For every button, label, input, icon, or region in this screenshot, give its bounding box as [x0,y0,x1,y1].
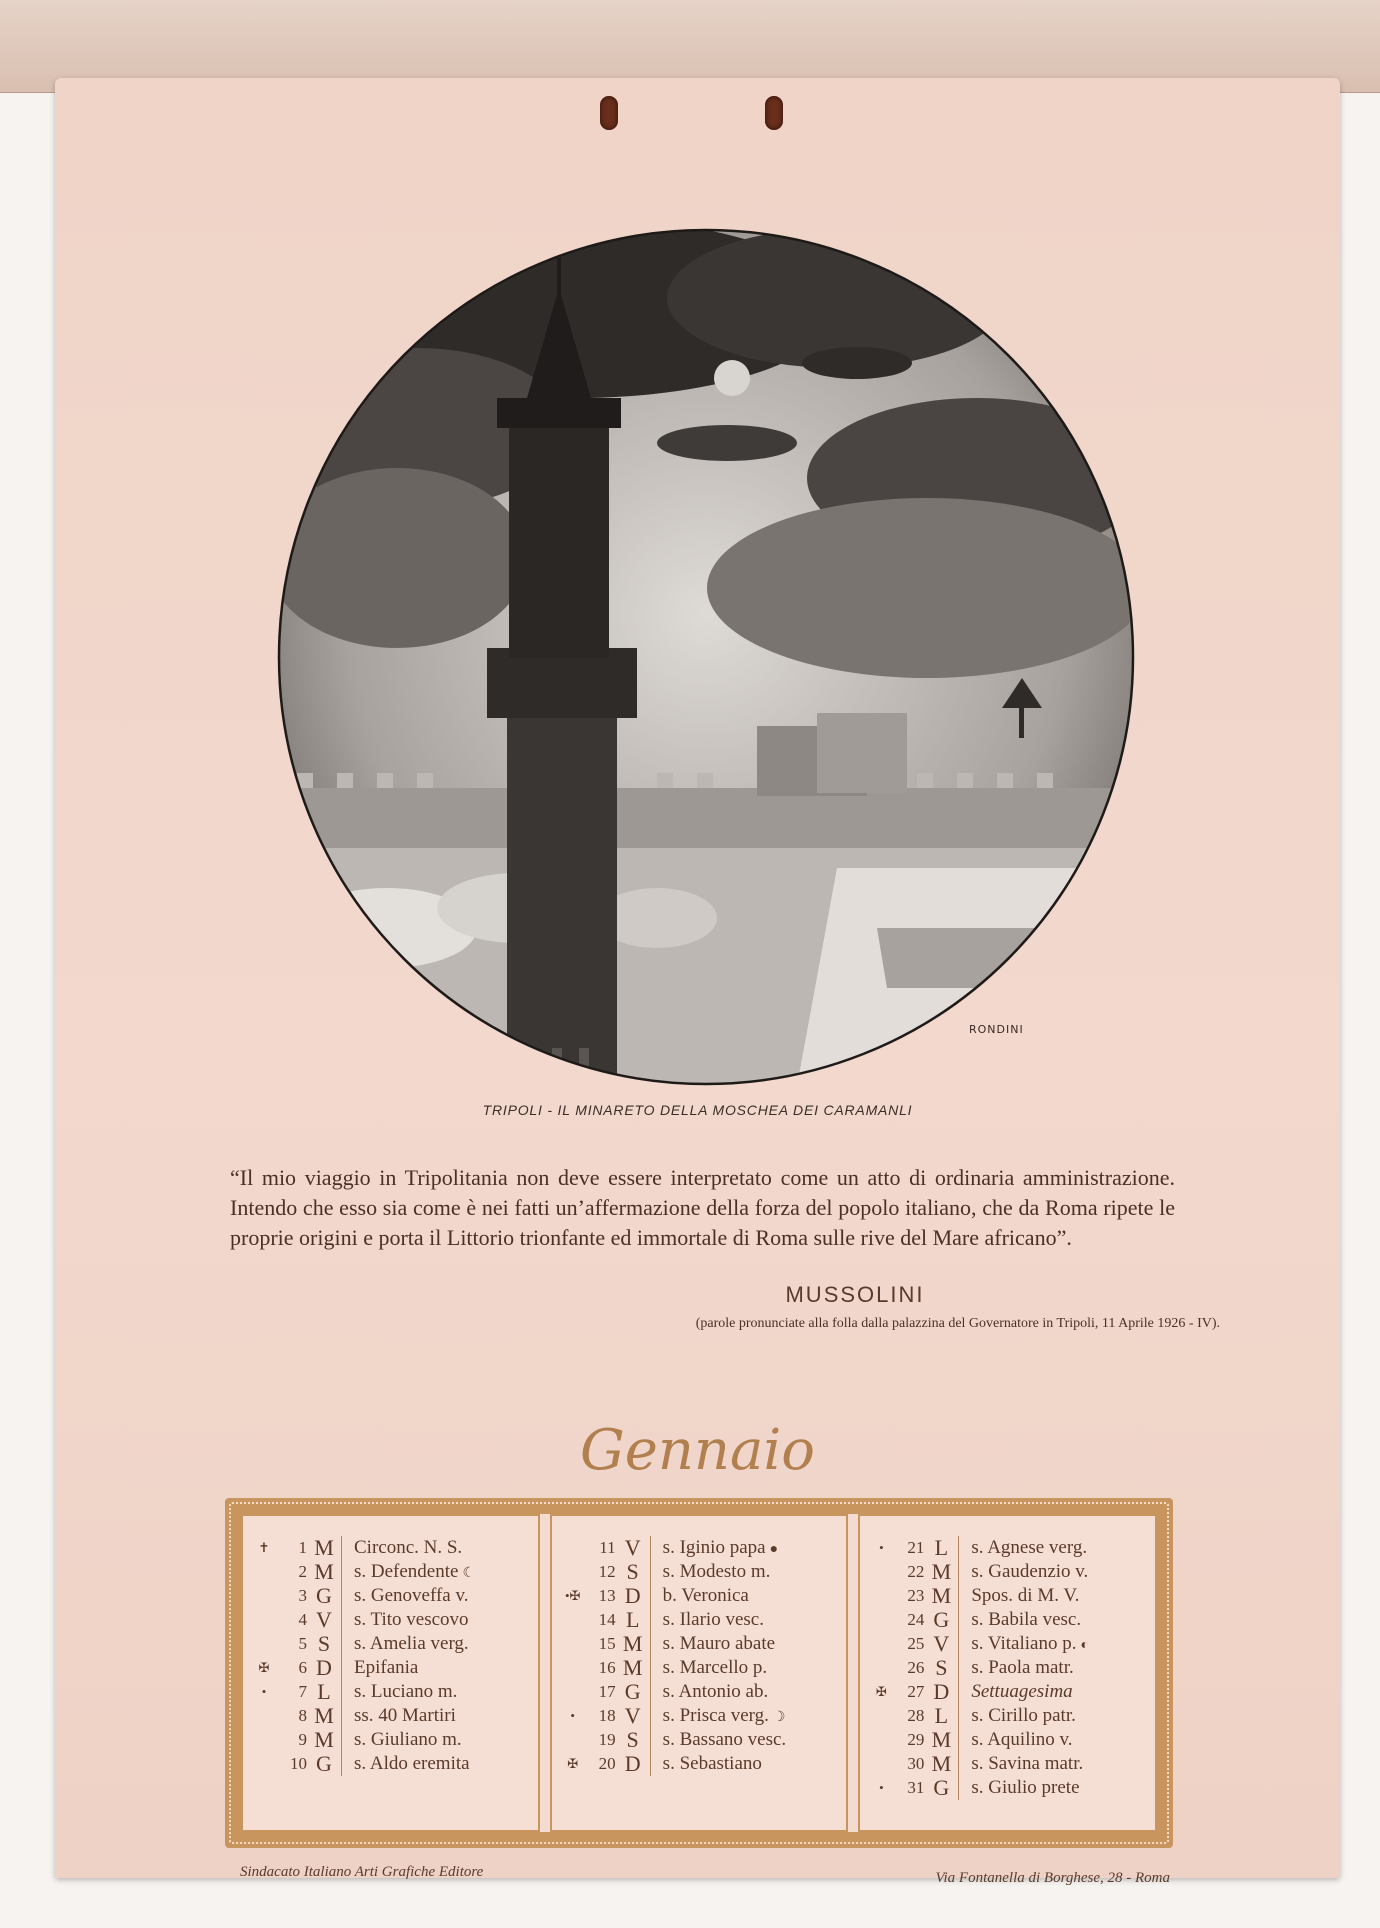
saint-name: s. Gaudenzio v. [958,1560,1088,1584]
day-of-week: S [935,1655,948,1680]
calendar-day-row [562,1680,837,1704]
day-number: 1 [298,1538,307,1557]
calendar-day-row [253,1584,528,1608]
calendar-day-row [253,1728,528,1752]
saint-name: s. Luciano m. [341,1680,457,1704]
calendar-column-1 [241,1514,540,1832]
saint-name: s. Marcello p. [650,1656,767,1680]
day-of-week: S [626,1727,639,1752]
day-number: 27 [907,1682,925,1701]
day-number: 4 [298,1610,307,1629]
saint-name: s. Aquilino v. [958,1728,1072,1752]
calendar-day-row [870,1608,1145,1632]
saint-name: Spos. di M. V. [958,1584,1079,1608]
day-of-week: G [624,1679,641,1704]
artist-signature: RONDINI [969,1023,1024,1036]
moon-phase-icon: ◐ [1080,1638,1089,1653]
moon-phase-icon: ● [769,1542,779,1557]
day-of-week: D [933,1679,950,1704]
day-of-week: M [931,1583,952,1608]
calendar-day-row [870,1752,1145,1776]
publisher-address: Via Fontanella di Borghese, 28 - Roma [935,1870,1170,1886]
calendar-day-row [870,1584,1145,1608]
calendar-day-row [562,1752,837,1776]
day-of-week: M [314,1703,334,1728]
day-number: 5 [298,1634,307,1653]
binding-hole [765,96,783,130]
day-of-week: M [314,1727,334,1752]
saint-name: s. Vitaliano p. ◐ [958,1632,1089,1656]
saint-name: s. Genoveffa v. [341,1584,469,1608]
saint-name: s. Defendente ☾ [341,1560,475,1584]
day-of-week: M [314,1559,334,1584]
saint-name: s. Agnese verg. [958,1536,1087,1560]
day-marker: ✝ [258,1540,270,1555]
day-of-week: G [316,1751,332,1776]
day-number: 2 [298,1562,307,1581]
day-of-week: V [316,1607,332,1632]
day-number: 14 [598,1610,616,1629]
saint-name: s. Aldo eremita [341,1752,470,1776]
calendar-day-row [253,1608,528,1632]
saint-name: s. Prisca verg. ☽ [650,1704,786,1728]
calendar-day-row [870,1680,1145,1704]
quote-text: “Il mio viaggio in Tripolitania non deve essere interpretato come un atto di ordinaria amministrazione. Intendo che esso sia come è nei fatti un’affermazione della forza del popolo italiano, che da Roma ripete le proprie origini e porta il Littorio trionfante ed immortale di Roma sulle rive del Mare africano”. [230,1165,1175,1250]
calendar-day-row [870,1560,1145,1584]
day-of-week: D [624,1751,641,1776]
day-of-week: L [934,1535,949,1560]
day-of-week: M [314,1535,334,1560]
day-number: 17 [598,1682,616,1701]
calendar-page [55,78,1340,1886]
saint-name: s. Savina matr. [958,1752,1083,1776]
calendar-column-2 [550,1514,849,1832]
calendar-day-row [562,1704,837,1728]
day-number: 11 [599,1538,616,1557]
day-number: 7 [298,1682,307,1701]
day-number: 22 [907,1562,925,1581]
saint-name: s. Bassano vesc. [650,1728,786,1752]
day-marker: • [879,1780,884,1795]
day-number: 12 [598,1562,616,1581]
day-number: 24 [907,1610,925,1629]
day-number: 18 [598,1706,616,1725]
calendar-day-row [870,1776,1145,1800]
moon-phase-icon: ☽ [772,1710,786,1725]
calendar-day-row [562,1728,837,1752]
day-of-week: S [317,1631,331,1656]
calendar-day-row [253,1752,528,1776]
day-number: 30 [907,1754,925,1773]
saint-name: b. Veronica [650,1584,749,1608]
day-of-week: M [622,1655,643,1680]
day-marker: •✠ [564,1588,581,1603]
calendar-day-row [870,1536,1145,1560]
day-number: 29 [907,1730,925,1749]
quote-note: (parole pronunciate alla folla dalla palazzina del Governatore in Tripoli, 11 Aprile 1926 - IV). [695,1316,1220,1331]
minaret-illustration [277,228,1135,1086]
saint-name: Settuagesima [958,1680,1072,1704]
saint-name: Circonc. N. S. [341,1536,462,1560]
calendar-table [225,1498,1173,1848]
day-marker: ✠ [258,1660,270,1675]
day-of-week: L [625,1607,640,1632]
day-marker: ✠ [875,1684,887,1699]
day-number: 28 [907,1706,925,1725]
day-marker: • [261,1684,267,1699]
day-number: 15 [598,1634,616,1653]
day-of-week: G [316,1583,332,1608]
saint-name: s. Giulio prete [958,1776,1079,1800]
day-of-week: L [317,1679,331,1704]
day-number: 26 [907,1658,925,1677]
calendar-day-row [253,1632,528,1656]
calendar-day-row [870,1704,1145,1728]
day-marker: • [570,1708,575,1723]
calendar-day-row [562,1536,837,1560]
calendar-day-row [253,1680,528,1704]
calendar-day-row [870,1728,1145,1752]
saint-name: s. Mauro abate [650,1632,775,1656]
day-number: 31 [907,1778,925,1797]
day-number: 23 [907,1586,925,1605]
saint-name: s. Sebastiano [650,1752,762,1776]
day-number: 8 [298,1706,307,1725]
day-number: 3 [298,1586,307,1605]
day-of-week: M [931,1559,952,1584]
day-of-week: M [931,1751,952,1776]
day-of-week: M [931,1727,952,1752]
calendar-day-row [253,1656,528,1680]
day-number: 9 [298,1730,307,1749]
day-number: 19 [598,1730,616,1749]
saint-name: s. Giuliano m. [341,1728,462,1752]
day-marker: • [879,1540,884,1555]
calendar-day-row [562,1584,837,1608]
day-of-week: G [933,1607,950,1632]
calendar-day-row [562,1608,837,1632]
saint-name: s. Amelia verg. [341,1632,469,1656]
day-number: 10 [290,1754,307,1773]
saint-name: Epifania [341,1656,418,1680]
calendar-day-row [562,1632,837,1656]
calendar-column-3 [858,1514,1157,1832]
day-number: 6 [298,1658,307,1677]
calendar-day-row [253,1536,528,1560]
day-number: 13 [598,1586,616,1605]
day-marker: ✠ [567,1756,579,1771]
calendar-day-row [562,1560,837,1584]
day-of-week: S [626,1559,639,1584]
saint-name: s. Antonio ab. [650,1680,769,1704]
calendar-day-row [253,1560,528,1584]
day-of-week: V [624,1535,641,1560]
moon-phase-icon: ☾ [462,1566,476,1581]
publisher-name: Sindacato Italiano Arti Grafiche Editore [240,1864,484,1880]
binding-hole [600,96,618,130]
day-of-week: V [624,1703,641,1728]
saint-name: s. Tito vescovo [341,1608,469,1632]
calendar-day-row [253,1704,528,1728]
day-number: 21 [907,1538,925,1557]
saint-name: s. Paola matr. [958,1656,1073,1680]
day-number: 20 [598,1754,616,1773]
saint-name: ss. 40 Martiri [341,1704,456,1728]
day-number: 16 [598,1658,616,1677]
day-of-week: L [934,1703,949,1728]
saint-name: s. Cirillo patr. [958,1704,1076,1728]
saint-name: s. Ilario vesc. [650,1608,764,1632]
minaret-drawing [277,228,1135,1086]
day-of-week: M [622,1631,643,1656]
saint-name: s. Iginio papa ● [650,1536,778,1560]
saint-name: s. Modesto m. [650,1560,771,1584]
saint-name: s. Babila vesc. [958,1608,1081,1632]
day-of-week: D [316,1655,332,1680]
day-of-week: V [933,1631,950,1656]
calendar-day-row [870,1656,1145,1680]
day-number: 25 [907,1634,925,1653]
calendar-day-row [562,1656,837,1680]
month-title: Gennaio [579,1418,816,1483]
day-of-week: G [933,1775,950,1800]
illustration-caption: TRIPOLI - IL MINARETO DELLA MOSCHEA DEI CARAMANLI [482,1102,913,1118]
day-of-week: D [624,1583,641,1608]
quote-author: MUSSOLINI [785,1282,925,1307]
calendar-day-row [870,1632,1145,1656]
